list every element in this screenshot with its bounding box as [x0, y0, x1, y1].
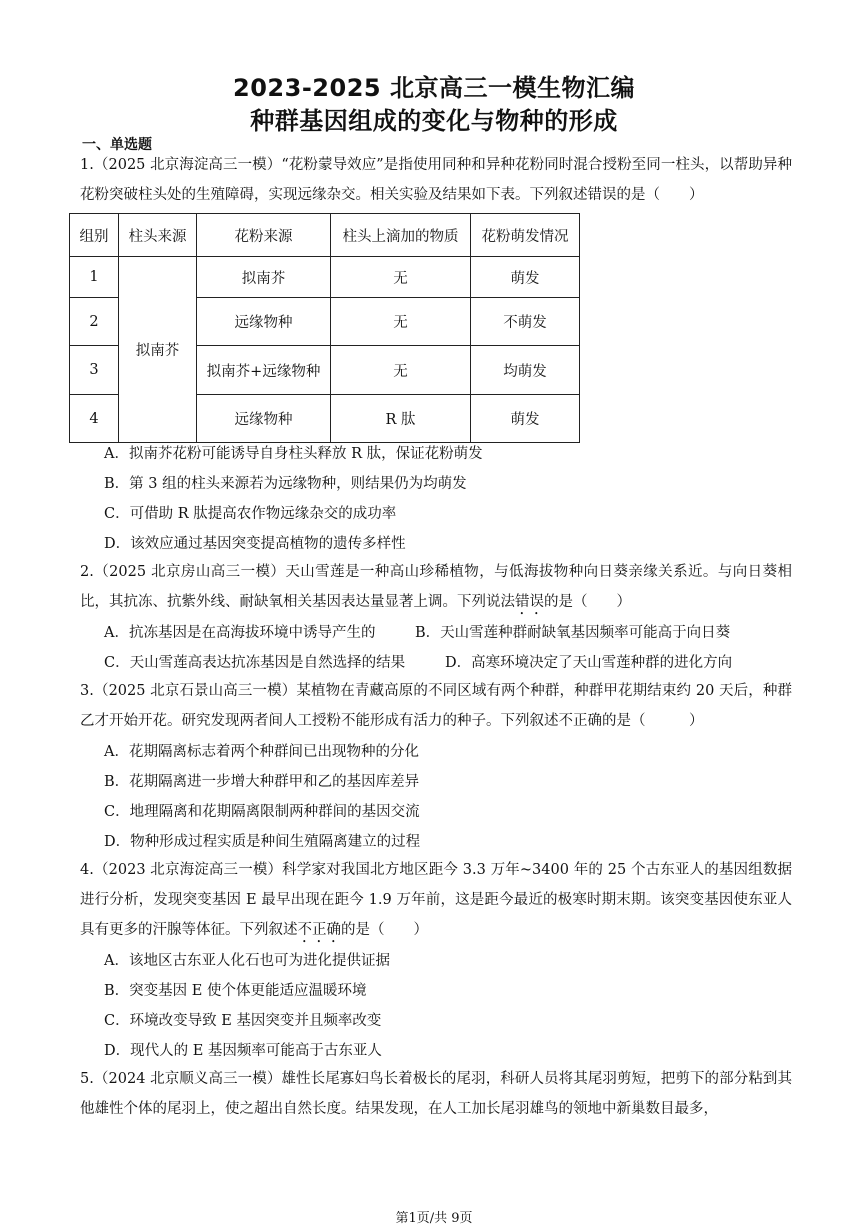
- question-3-option-c: C．地理隔离和花期隔离限制两种群间的基因交流: [104, 804, 420, 820]
- question-1-option-b: B．第 3 组的柱头来源若为远缘物种，则结果仍为均萌发: [104, 476, 467, 492]
- table-cell-pollen: 远缘物种: [197, 298, 331, 346]
- question-2-option-a: A．抗冻基因是在高海拔环境中诱导产生的: [104, 625, 376, 641]
- document-title-line2: 种群基因组成的变化与物种的形成: [250, 107, 618, 135]
- table-header-cell: 柱头上滴加的物质: [331, 214, 471, 257]
- table-cell-stigma-merged: 拟南芥: [119, 257, 197, 443]
- table-cell-group: 3: [70, 346, 119, 395]
- question-4-emphasis: 不正确: [297, 922, 341, 938]
- question-3-option-a: A．花期隔离标志着两个种群间已出现物种的分化: [104, 744, 419, 760]
- question-2-emphasis: 错误: [515, 594, 544, 610]
- table-cell-pollen: 远缘物种: [197, 395, 331, 443]
- question-1-option-d: D．该效应通过基因突变提高植物的遗传多样性: [104, 536, 406, 552]
- question-4-option-a: A．该地区古东亚人化石也可为进化提供证据: [104, 953, 390, 969]
- table-header-cell: 花粉萌发情况: [471, 214, 580, 257]
- question-2-stem-text: 2.（2025 北京房山高三一模）天山雪莲是一种高山珍稀植物，与低海拔物种向日葵亲缘关系近。与向日葵相比，其抗冻、抗紫外线、耐缺氧相关基因表达量显著上调。下列说法: [80, 564, 792, 610]
- question-1-table: [69, 213, 580, 443]
- question-4-stem-end: 的是（ ）: [341, 922, 428, 938]
- question-4-option-b: B．突变基因 E 使个体更能适应温暖环境: [104, 983, 367, 999]
- question-2-stem-end: 的是（ ）: [544, 594, 631, 610]
- question-2-option-c: C．天山雪莲高表达抗冻基因是自然选择的结果: [104, 655, 406, 671]
- question-4-option-d: D．现代人的 E 基因频率可能高于古东亚人: [104, 1043, 382, 1059]
- table-header-cell: 柱头来源: [119, 214, 197, 257]
- table-cell-result: 萌发: [471, 395, 580, 443]
- table-cell-group: 1: [70, 257, 119, 298]
- table-cell-group: 4: [70, 395, 119, 443]
- table-cell-substance: R 肽: [331, 395, 471, 443]
- table-cell-result: 不萌发: [471, 298, 580, 346]
- table-cell-substance: 无: [331, 298, 471, 346]
- table-cell-result: 均萌发: [471, 346, 580, 395]
- table-cell-pollen: 拟南芥: [197, 257, 331, 298]
- question-3-stem: 3.（2025 北京石景山高三一模）某植物在青藏高原的不同区域有两个种群，种群甲花期结束约 20 天后，种群乙才开始开花。研究发现两者间人工授粉不能形成有活力的种子。下列叙述不正确的是（ ）: [80, 683, 792, 729]
- table-header-cell: 组别: [70, 214, 119, 257]
- question-1-stem: 1.（2025 北京海淀高三一模）“花粉蒙导效应”是指使用同种和异种花粉同时混合授粉至同一柱头，以帮助异种花粉突破柱头处的生殖障碍，实现远缘杂交。相关实验及结果如下表。下列叙述错误的是（ ）: [80, 157, 792, 203]
- section-heading: 一、单选题: [82, 137, 152, 153]
- question-3-option-b: B．花期隔离进一步增大种群甲和乙的基因库差异: [104, 774, 420, 790]
- table-cell-group: 2: [70, 298, 119, 346]
- table-header-row: [70, 214, 580, 257]
- question-4-option-c: C．环境改变导致 E 基因突变并且频率改变: [104, 1013, 382, 1029]
- page-footer: 第1页/共 9页: [395, 1211, 473, 1226]
- table-cell-result: 萌发: [471, 257, 580, 298]
- question-4-stem-text: 4.（2023 北京海淀高三一模）科学家对我国北方地区距今 3.3 万年~3400 年的 25 个古东亚人的基因组数据进行分析，发现突变基因 E 最早出现在距今 1.9 万年前，这是距今最近的极寒时期末期。该突变基因使东亚人具有更多的汗腺等体征。下列叙述: [80, 862, 792, 938]
- table-cell-substance: 无: [331, 346, 471, 395]
- question-2-stem: [80, 557, 792, 618]
- question-1-option-a: A．拟南芥花粉可能诱导自身柱头释放 R 肽，保证花粉萌发: [104, 446, 483, 462]
- question-4-stem: [80, 855, 792, 946]
- question-1-option-c: C．可借助 R 肽提高农作物远缘杂交的成功率: [104, 506, 397, 522]
- question-3-option-d: D．物种形成过程实质是种间生殖隔离建立的过程: [104, 834, 421, 850]
- table-cell-pollen: 拟南芥+远缘物种: [197, 346, 331, 395]
- question-2-option-d: D．高寒环境决定了天山雪莲种群的进化方向: [445, 655, 733, 671]
- table-cell-substance: 无: [331, 257, 471, 298]
- document-title-line1: 2023-2025 北京高三一模生物汇编: [233, 74, 635, 102]
- question-5-stem: 5.（2024 北京顺义高三一模）雄性长尾寡妇鸟长着极长的尾羽，科研人员将其尾羽剪短，把剪下的部分粘到其他雄性个体的尾羽上，使之超出自然长度。结果发现，在人工加长尾羽雄鸟的领地中新巢数目最多，: [80, 1071, 792, 1117]
- question-2-option-b: B．天山雪莲种群耐缺氧基因频率可能高于向日葵: [415, 625, 731, 641]
- table-row: [70, 257, 580, 298]
- table-header-cell: 花粉来源: [197, 214, 331, 257]
